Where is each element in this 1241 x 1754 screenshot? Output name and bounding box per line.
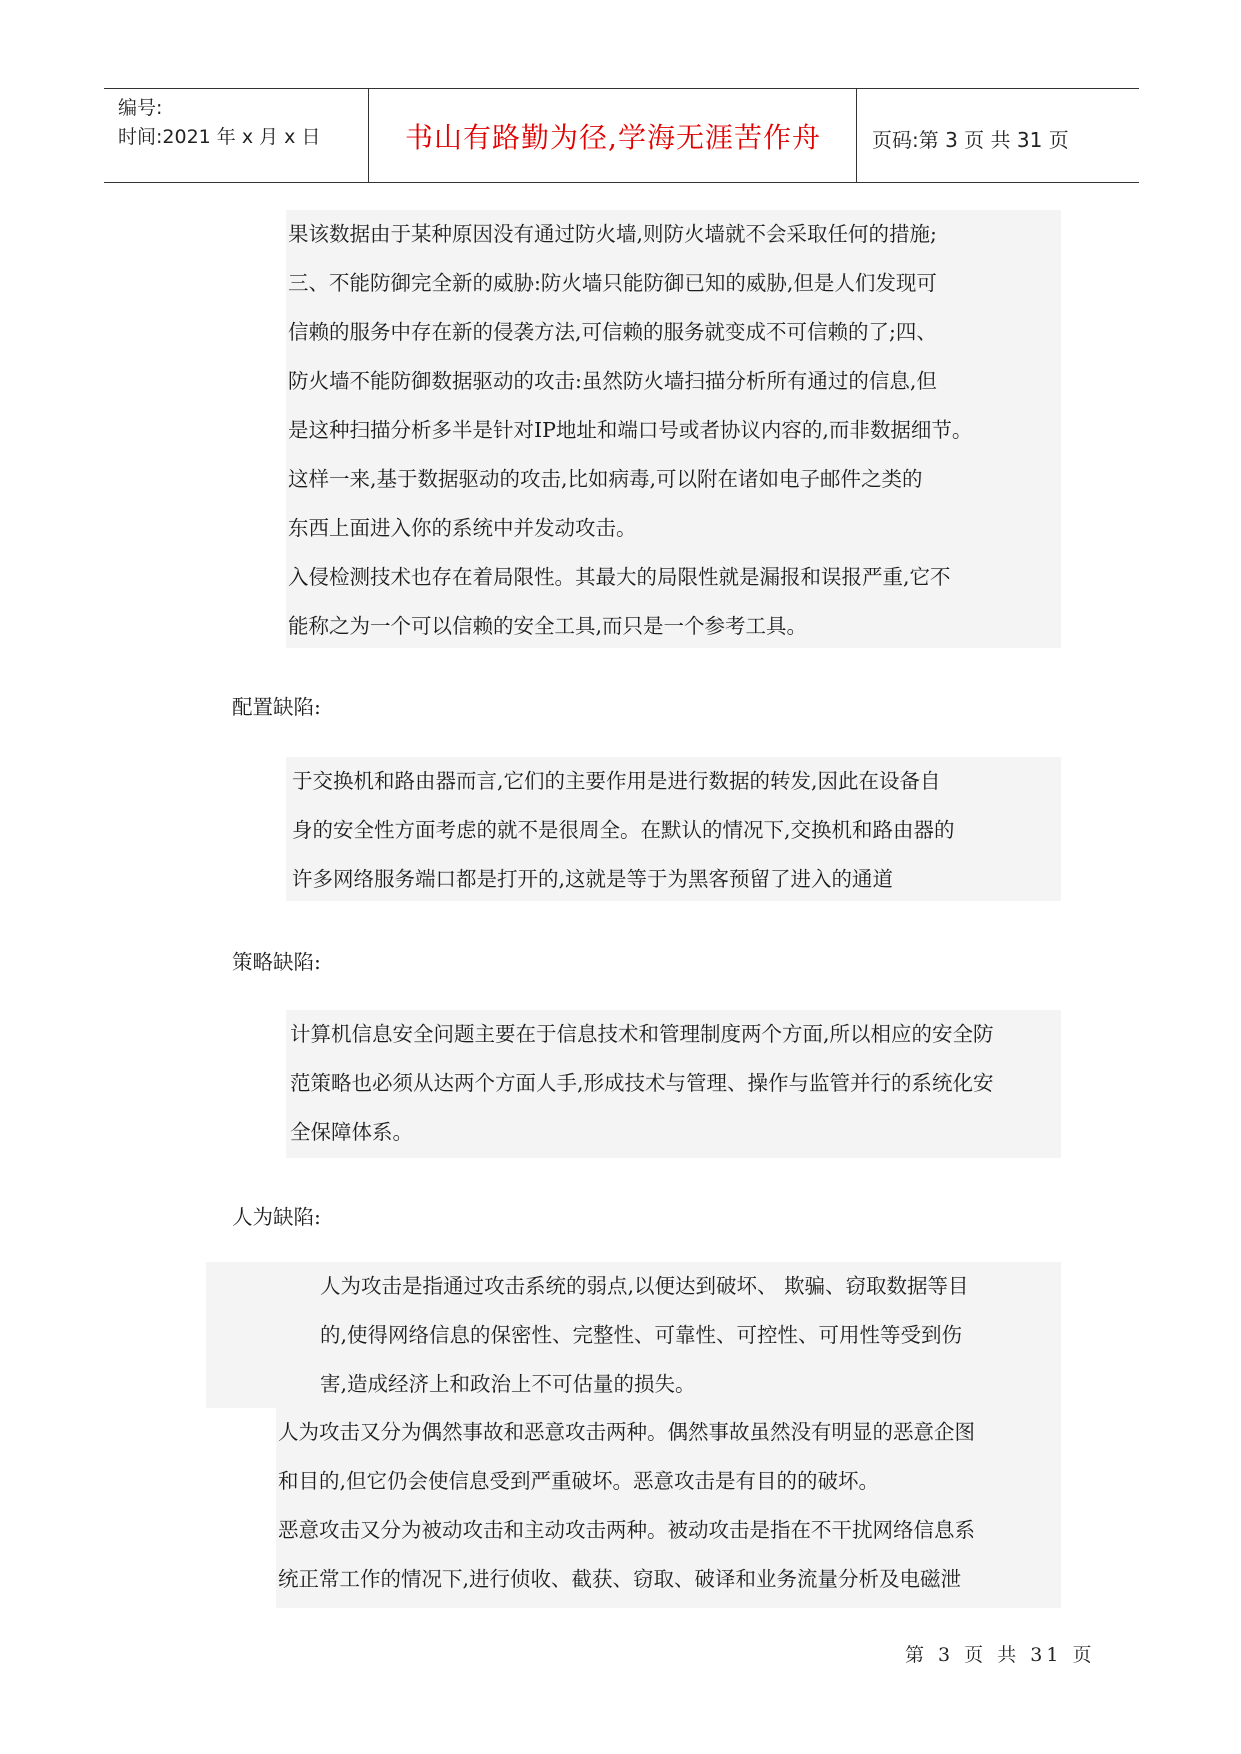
text-line: 范策略也必须从达两个方面人手,形成技术与管理、操作与监管并行的系统化安	[290, 1071, 994, 1095]
header-page-code: 页码:第 3 页 共 31 页	[872, 128, 1069, 152]
text-line: 计算机信息安全问题主要在于信息技术和管理制度两个方面,所以相应的安全防	[290, 1022, 994, 1046]
paragraph-config	[292, 757, 955, 904]
page-footer: 第 3 页 共 31 页	[905, 1644, 1096, 1666]
heading-config-defect: 配置缺陷:	[232, 695, 321, 719]
heading-human-defect: 人为缺陷:	[232, 1205, 321, 1229]
text-line: 这样一来,基于数据驱动的攻击,比如病毒,可以附在诸如电子邮件之类的	[288, 467, 923, 491]
text-line: 统正常工作的情况下,进行侦收、截获、窃取、破译和业务流量分析及电磁泄	[278, 1567, 962, 1591]
text-line: 三、不能防御完全新的威胁:防火墙只能防御已知的威胁,但是人们发现可	[288, 271, 937, 295]
text-line: 人为攻击又分为偶然事故和恶意攻击两种。偶然事故虽然没有明显的恶意企图	[278, 1420, 975, 1444]
text-line: 于交换机和路由器而言,它们的主要作用是进行数据的转发,因此在设备自	[292, 769, 941, 793]
text-line: 许多网络服务端口都是打开的,这就是等于为黑客预留了进入的通道	[292, 867, 894, 891]
header-motto: 书山有路勤为径,学海无涯苦作舟	[405, 121, 821, 154]
text-line: 全保障体系。	[290, 1120, 413, 1144]
text-line: 入侵检测技术也存在着局限性。其最大的局限性就是漏报和误报严重,它不	[288, 565, 951, 589]
text-line: 人为攻击是指通过攻击系统的弱点,以便达到破坏、 欺骗、窃取数据等目	[320, 1274, 969, 1298]
document-header	[104, 88, 1139, 183]
header-meta-cell	[104, 89, 368, 182]
text-line: 害,造成经济上和政治上不可估量的损失。	[320, 1372, 696, 1396]
text-line: 恶意攻击又分为被动攻击和主动攻击两种。被动攻击是指在不干扰网络信息系	[278, 1518, 975, 1542]
text-line: 防火墙不能防御数据驱动的攻击:虽然防火墙扫描分析所有通过的信息,但	[288, 369, 937, 393]
heading-policy-defect: 策略缺陷:	[232, 950, 321, 974]
text-line: 和目的,但它仍会使信息受到严重破坏。恶意攻击是有目的的破坏。	[278, 1469, 880, 1493]
text-line: 信赖的服务中存在新的侵袭方法,可信赖的服务就变成不可信赖的了;四、	[288, 320, 937, 344]
paragraph-policy	[290, 1010, 994, 1157]
header-divider-left	[368, 89, 369, 182]
text-line: 果该数据由于某种原因没有通过防火墙,则防火墙就不会采取任何的措施;	[288, 222, 937, 246]
text-line: 的,使得网络信息的保密性、完整性、可靠性、可控性、可用性等受到伤	[320, 1323, 963, 1347]
time-label: 时间:2021 年 x 月 x 日	[118, 126, 321, 148]
paragraph-human-b	[278, 1408, 975, 1604]
serial-label: 编号:	[118, 97, 163, 119]
text-line: 身的安全性方面考虑的就不是很周全。在默认的情况下,交换机和路由器的	[292, 818, 955, 842]
text-line: 东西上面进入你的系统中并发动攻击。	[288, 516, 637, 540]
paragraph-firewall	[288, 210, 972, 651]
text-line: 是这种扫描分析多半是针对IP地址和端口号或者协议内容的,而非数据细节。	[288, 418, 973, 442]
header-divider-right	[856, 89, 857, 182]
paragraph-human-a	[320, 1262, 969, 1409]
text-line: 能称之为一个可以信赖的安全工具,而只是一个参考工具。	[288, 614, 808, 638]
